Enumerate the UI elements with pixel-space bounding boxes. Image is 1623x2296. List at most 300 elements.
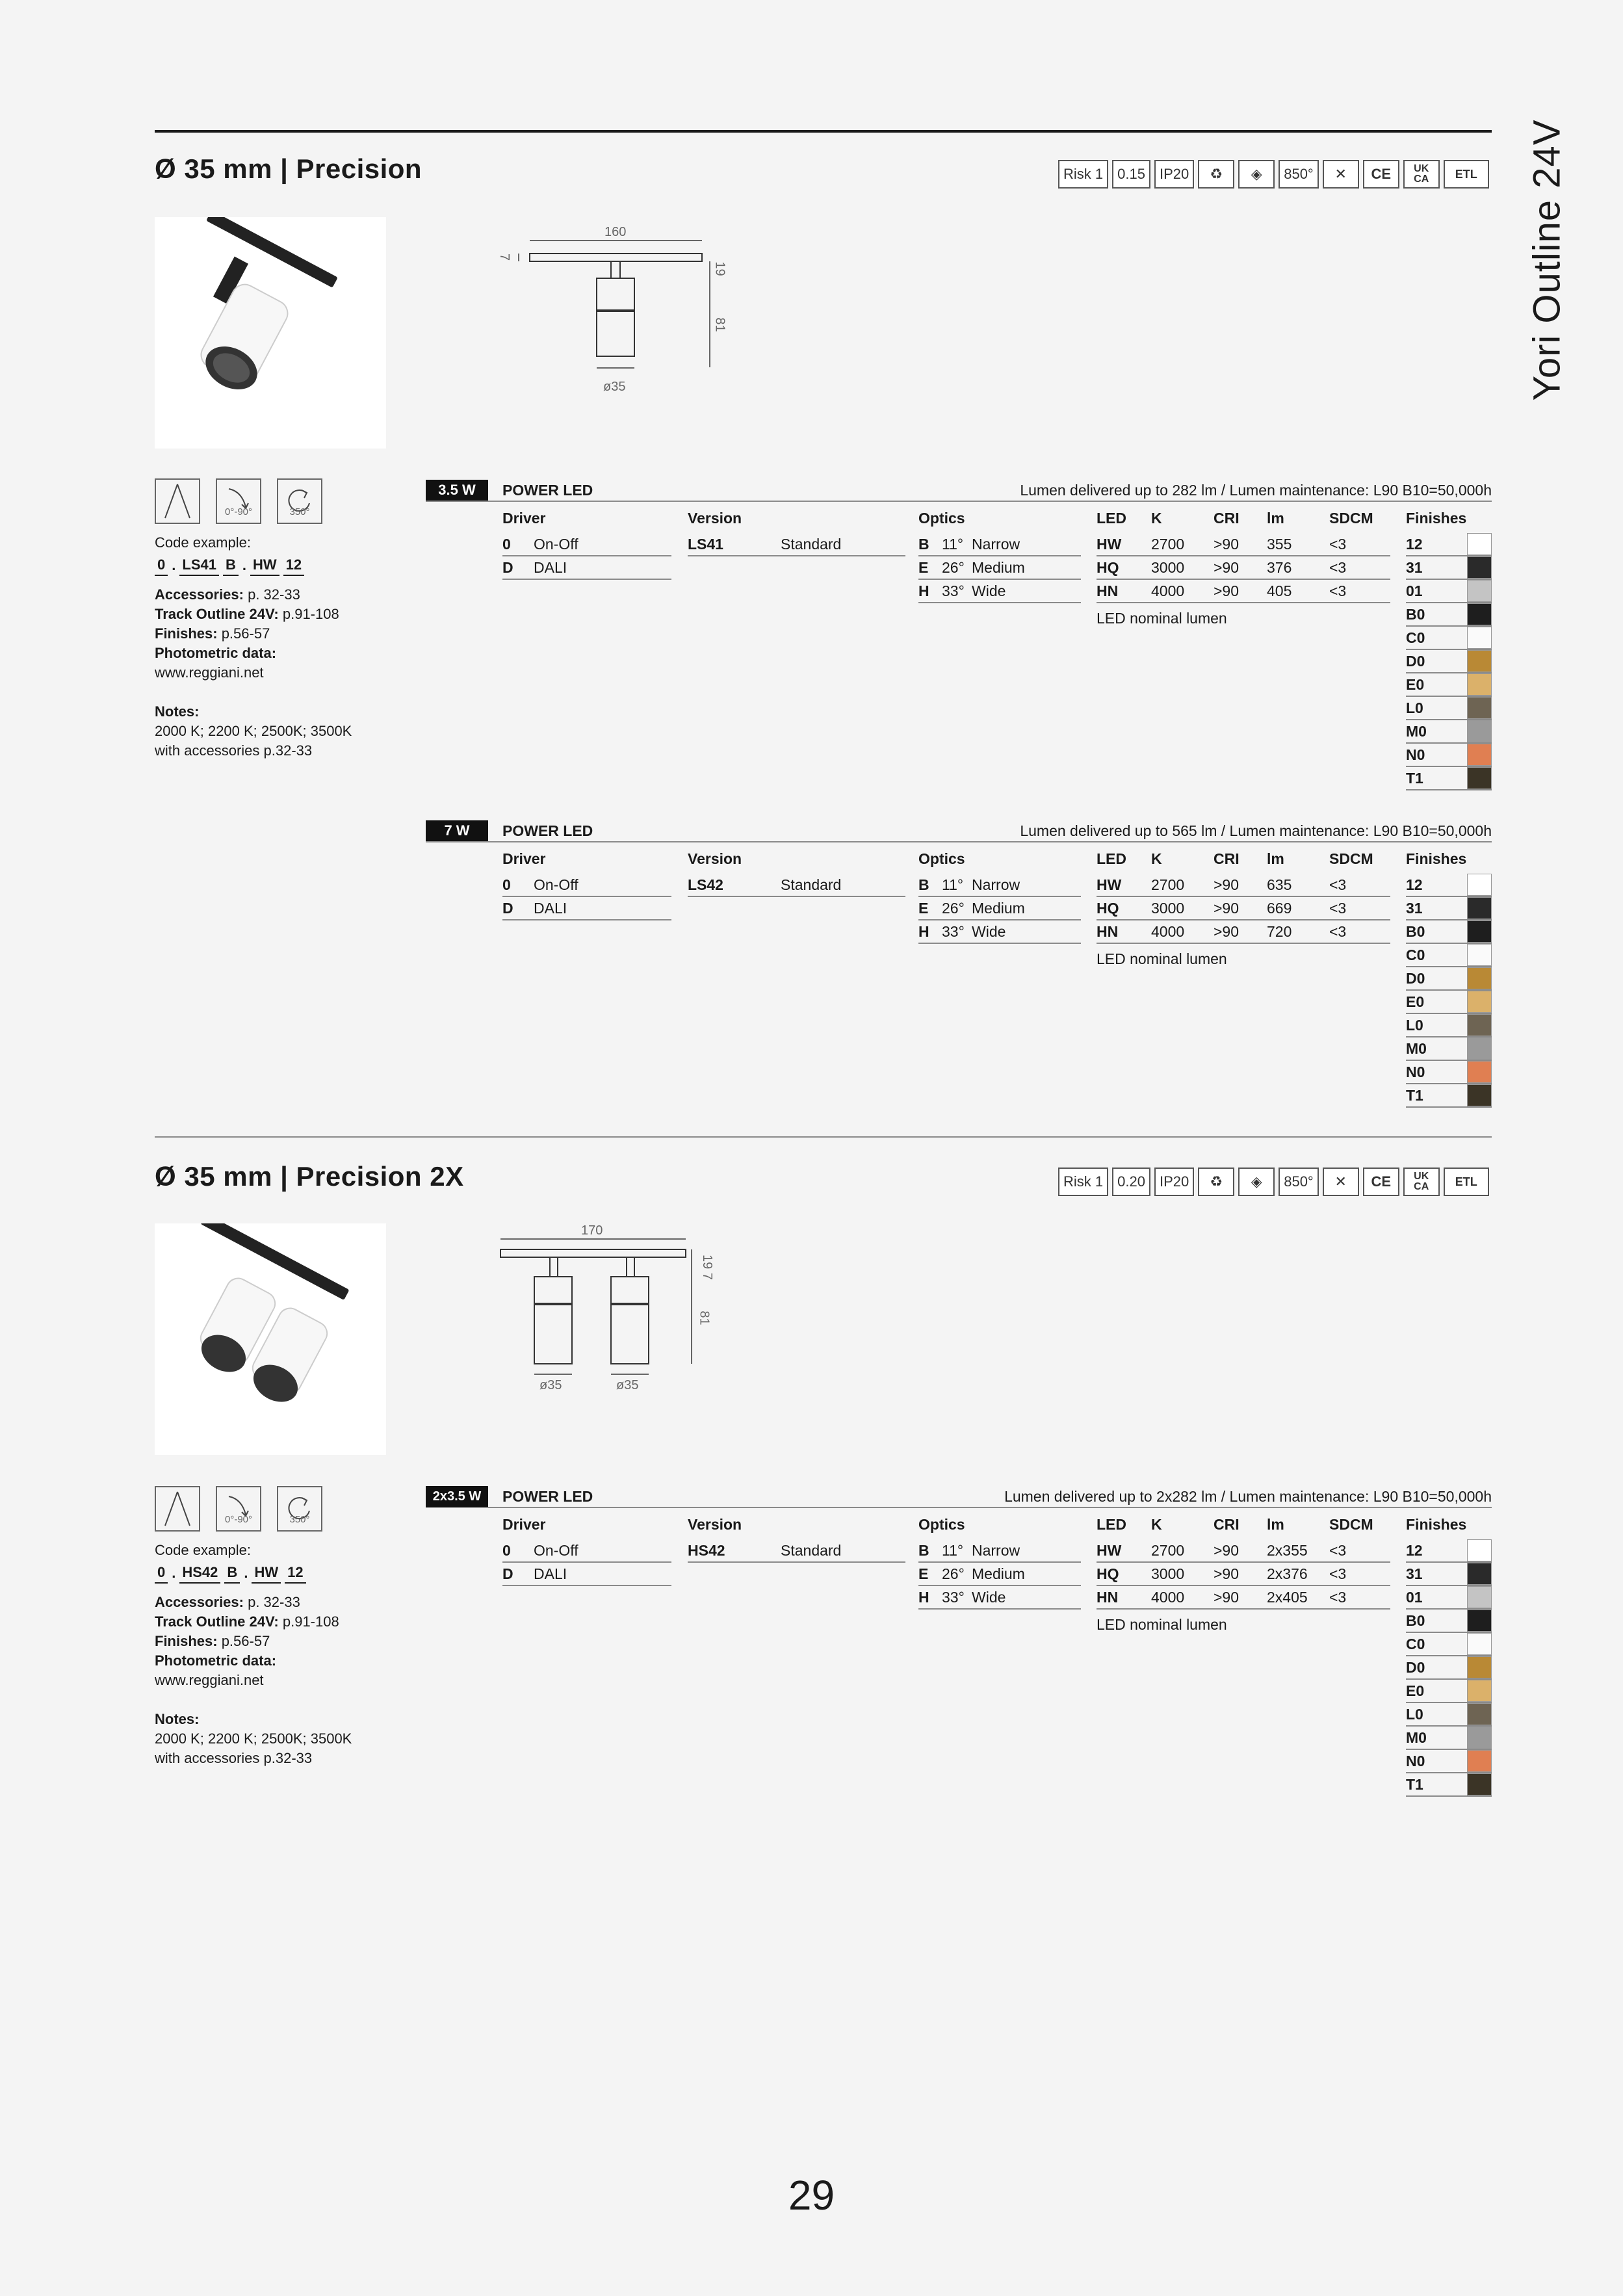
finish-code: 31 — [1406, 558, 1423, 576]
optics-name: Wide — [972, 922, 1006, 940]
driver-row — [502, 533, 671, 556]
led-code: HW — [1097, 876, 1122, 893]
led-lm: 2x405 — [1267, 1588, 1308, 1606]
driver-code: 0 — [502, 535, 511, 553]
version-name: Standard — [781, 876, 842, 893]
version-row — [688, 533, 905, 556]
optics-column — [918, 850, 1081, 944]
driver-name: DALI — [534, 1565, 567, 1582]
driver-row — [502, 1539, 671, 1563]
led-note: LED nominal lumen — [1097, 950, 1227, 967]
finish-row — [1406, 1727, 1492, 1750]
optics-angle: 33° — [942, 582, 965, 599]
led-sdcm: <3 — [1329, 899, 1347, 917]
led-lm: 355 — [1267, 535, 1292, 553]
finish-row — [1406, 1680, 1492, 1703]
finish-row — [1406, 1703, 1492, 1727]
finish-swatch — [1467, 603, 1492, 625]
finish-code: N0 — [1406, 1752, 1425, 1769]
finish-swatch — [1467, 627, 1492, 649]
finish-swatch — [1467, 1703, 1492, 1725]
cert-row-2 — [1058, 1168, 1489, 1196]
optics-angle: 11° — [942, 535, 964, 553]
finish-row — [1406, 1037, 1492, 1061]
led-k: 4000 — [1151, 922, 1185, 940]
optics-name: Medium — [972, 1565, 1025, 1582]
led-h: LED — [1097, 510, 1126, 527]
optics-name: Narrow — [972, 535, 1020, 553]
finish-swatch — [1467, 697, 1492, 719]
product-photo-2 — [155, 1223, 386, 1455]
optics-row — [918, 1539, 1081, 1563]
version-column — [688, 850, 905, 897]
led-cri: >90 — [1214, 1541, 1240, 1559]
led-sdcm: <3 — [1329, 582, 1347, 599]
optics-row — [918, 556, 1081, 580]
cert-row-1 — [1058, 160, 1489, 189]
driver-code: 0 — [502, 1541, 511, 1559]
led-row — [1097, 1563, 1390, 1586]
finish-row — [1406, 1750, 1492, 1773]
code-example: 0 . HS42 B . HW 12 — [155, 1563, 389, 1584]
code-example-label: Code example: — [155, 534, 251, 551]
dim-width: 170 — [581, 1223, 603, 1238]
optics-row — [918, 533, 1081, 556]
product-photo-1 — [155, 217, 386, 449]
led-sdcm: <3 — [1329, 876, 1347, 893]
finish-code: N0 — [1406, 746, 1425, 763]
finish-swatch — [1467, 1633, 1492, 1655]
code-example: 0 . LS41 B . HW 12 — [155, 555, 389, 576]
led-row — [1097, 897, 1390, 920]
wattage-badge: 7 W — [426, 820, 488, 841]
version-header: Version — [688, 850, 742, 867]
finish-swatch — [1467, 1727, 1492, 1749]
tilt-icon: 0°-90° — [216, 478, 261, 524]
finish-swatch — [1467, 944, 1492, 966]
sdcm-h: SDCM — [1329, 850, 1373, 867]
lm-h: lm — [1267, 510, 1284, 527]
optics-code: E — [918, 558, 929, 576]
optics-name: Medium — [972, 558, 1025, 576]
lm-h: lm — [1267, 850, 1284, 867]
weight-badge: 0.20 — [1112, 1168, 1150, 1196]
beam-icon — [155, 478, 200, 524]
finish-row — [1406, 1563, 1492, 1586]
etl-icon: ETL — [1444, 160, 1489, 189]
spec-title: POWER LED — [502, 1488, 593, 1505]
dim-diameter-2: ø35 — [616, 1378, 639, 1392]
finish-code: E0 — [1406, 993, 1425, 1010]
led-k: 2700 — [1151, 876, 1185, 893]
finish-row — [1406, 627, 1492, 650]
product-title-1: Ø 35 mm | Precision — [155, 153, 422, 184]
finish-row — [1406, 580, 1492, 603]
led-cri: >90 — [1214, 535, 1240, 553]
led-row — [1097, 874, 1390, 897]
product-title-2: Ø 35 mm | Precision 2X — [155, 1161, 464, 1192]
driver-row — [502, 897, 671, 920]
led-k: 4000 — [1151, 1588, 1185, 1606]
optics-name: Medium — [972, 899, 1025, 917]
version-row — [688, 874, 905, 897]
driver-name: On-Off — [534, 535, 578, 553]
led-code: HN — [1097, 582, 1119, 599]
finish-code: T1 — [1406, 769, 1423, 787]
wattage-badge: 2x3.5 W — [426, 1486, 488, 1507]
optics-row — [918, 580, 1081, 603]
led-k: 3000 — [1151, 1565, 1185, 1582]
led-sdcm: <3 — [1329, 535, 1347, 553]
led-row — [1097, 1539, 1390, 1563]
led-row — [1097, 533, 1390, 556]
finish-swatch — [1467, 991, 1492, 1013]
k-h: K — [1151, 850, 1162, 867]
finish-row — [1406, 1586, 1492, 1610]
finish-row — [1406, 673, 1492, 697]
page-number: 29 — [788, 2172, 835, 2219]
k-h: K — [1151, 510, 1162, 527]
finish-row — [1406, 920, 1492, 944]
optics-name: Wide — [972, 582, 1006, 599]
finish-code: 12 — [1406, 535, 1423, 553]
optics-row — [918, 1586, 1081, 1610]
version-code: LS41 — [688, 535, 723, 553]
version-header: Version — [688, 510, 742, 527]
finish-code: T1 — [1406, 1086, 1423, 1104]
no-covering-icon: ✕ — [1323, 160, 1359, 189]
led-lm: 635 — [1267, 876, 1292, 893]
led-cri: >90 — [1214, 558, 1240, 576]
led-cri: >90 — [1214, 1565, 1240, 1582]
tilt-icon: 0°-90° — [216, 1486, 261, 1532]
risk-badge: Risk 1 — [1058, 160, 1108, 189]
finish-row — [1406, 1084, 1492, 1108]
finish-code: E0 — [1406, 675, 1425, 693]
led-column — [1097, 1516, 1390, 1634]
led-header — [1097, 850, 1390, 874]
technical-drawing-1 — [494, 221, 754, 403]
led-lm: 720 — [1267, 922, 1292, 940]
finish-swatch — [1467, 673, 1492, 696]
side-title: Yori Outline 24V — [1526, 119, 1568, 401]
finish-row — [1406, 603, 1492, 627]
finish-code: 12 — [1406, 1541, 1423, 1559]
finish-row — [1406, 720, 1492, 744]
finish-row — [1406, 533, 1492, 556]
finishes-header: Finishes — [1406, 850, 1467, 867]
finish-row — [1406, 897, 1492, 920]
dim-width: 160 — [604, 225, 627, 239]
finish-swatch — [1467, 1610, 1492, 1632]
recycle-icon: ♻ — [1198, 1168, 1234, 1196]
finish-code: C0 — [1406, 629, 1425, 646]
spec-block-2x3-5w — [426, 1486, 1492, 1793]
finish-row — [1406, 556, 1492, 580]
dim-top: 19 7 — [699, 1255, 714, 1280]
finishes-column — [1406, 850, 1492, 1108]
finish-swatch — [1467, 1061, 1492, 1083]
finish-code: M0 — [1406, 1729, 1427, 1746]
beam-icon — [155, 1486, 200, 1532]
finish-swatch — [1467, 1037, 1492, 1060]
led-row — [1097, 580, 1390, 603]
finish-swatch — [1467, 556, 1492, 579]
rotate-icon: 350° — [277, 478, 322, 524]
glow-wire-badge: 850° — [1279, 1168, 1319, 1196]
led-h: LED — [1097, 850, 1126, 867]
finish-row — [1406, 874, 1492, 897]
sdcm-h: SDCM — [1329, 510, 1373, 527]
finish-swatch — [1467, 1563, 1492, 1585]
led-k: 4000 — [1151, 582, 1185, 599]
spec-header — [426, 1486, 1492, 1508]
finish-code: M0 — [1406, 722, 1427, 740]
finish-row — [1406, 650, 1492, 673]
led-lm: 376 — [1267, 558, 1292, 576]
optics-name: Narrow — [972, 876, 1020, 893]
led-header — [1097, 510, 1390, 533]
optics-code: E — [918, 1565, 929, 1582]
finish-code: E0 — [1406, 1682, 1425, 1699]
optics-column — [918, 510, 1081, 603]
version-code: HS42 — [688, 1541, 725, 1559]
optics-code: E — [918, 899, 929, 917]
finish-code: 31 — [1406, 1565, 1423, 1582]
driver-header: Driver — [502, 1516, 546, 1533]
ce-icon: CE — [1363, 160, 1399, 189]
optics-angle: 33° — [942, 922, 965, 940]
optics-row — [918, 920, 1081, 944]
led-k: 2700 — [1151, 1541, 1185, 1559]
version-column — [688, 1516, 905, 1563]
finish-code: 01 — [1406, 1588, 1423, 1606]
led-sdcm: <3 — [1329, 1541, 1347, 1559]
finish-code: D0 — [1406, 969, 1425, 987]
finish-swatch — [1467, 1084, 1492, 1106]
led-cri: >90 — [1214, 876, 1240, 893]
led-row — [1097, 556, 1390, 580]
finish-row — [1406, 1773, 1492, 1797]
led-column — [1097, 510, 1390, 627]
finish-swatch — [1467, 874, 1492, 896]
driver-name: DALI — [534, 899, 567, 917]
finishes-column — [1406, 510, 1492, 790]
rotate-icon: 350° — [277, 1486, 322, 1532]
finish-row — [1406, 1061, 1492, 1084]
led-code: HQ — [1097, 1565, 1119, 1582]
led-lm: 2x355 — [1267, 1541, 1308, 1559]
finish-swatch — [1467, 920, 1492, 943]
optics-angle: 11° — [942, 876, 964, 893]
section-rule — [155, 1136, 1492, 1138]
led-cri: >90 — [1214, 582, 1240, 599]
finish-row — [1406, 697, 1492, 720]
dim-diameter: ø35 — [603, 380, 626, 394]
led-lm: 405 — [1267, 582, 1292, 599]
led-h: LED — [1097, 1516, 1126, 1533]
led-cri: >90 — [1214, 899, 1240, 917]
finish-row — [1406, 991, 1492, 1014]
driver-name: On-Off — [534, 1541, 578, 1559]
no-covering-icon: ✕ — [1323, 1168, 1359, 1196]
finish-row — [1406, 1633, 1492, 1656]
spec-block-3-5w — [426, 480, 1492, 787]
website-link[interactable]: www.reggiani.net — [155, 664, 264, 681]
dim-stem: 19 — [712, 261, 727, 276]
led-note: LED nominal lumen — [1097, 1616, 1227, 1633]
spec-header — [426, 480, 1492, 502]
optics-row — [918, 874, 1081, 897]
led-note: LED nominal lumen — [1097, 610, 1227, 627]
optics-angle: 11° — [942, 1541, 964, 1559]
version-header: Version — [688, 1516, 742, 1533]
led-sdcm: <3 — [1329, 922, 1347, 940]
driver-name: On-Off — [534, 876, 578, 893]
dim-body: 81 — [712, 317, 727, 332]
code-example-label: Code example: — [155, 1542, 251, 1558]
version-column — [688, 510, 905, 556]
led-column — [1097, 850, 1390, 968]
finish-code: L0 — [1406, 699, 1423, 716]
lm-h: lm — [1267, 1516, 1284, 1533]
ukca-icon: UK CA — [1403, 160, 1440, 189]
led-k: 2700 — [1151, 535, 1185, 553]
finish-swatch — [1467, 720, 1492, 742]
finish-code: D0 — [1406, 652, 1425, 670]
finish-row — [1406, 1610, 1492, 1633]
ukca-icon: UK CA — [1403, 1168, 1440, 1196]
optics-angle: 26° — [942, 1565, 965, 1582]
spec-title: POWER LED — [502, 822, 593, 839]
finish-code: B0 — [1406, 922, 1425, 940]
optics-column — [918, 1516, 1081, 1610]
cri-h: CRI — [1214, 1516, 1240, 1533]
led-sdcm: <3 — [1329, 558, 1347, 576]
led-code: HN — [1097, 922, 1119, 940]
k-h: K — [1151, 1516, 1162, 1533]
driver-row — [502, 556, 671, 580]
class-iii-icon: ◈ — [1238, 160, 1275, 189]
led-code: HQ — [1097, 558, 1119, 576]
led-code: HN — [1097, 1588, 1119, 1606]
optics-angle: 26° — [942, 558, 965, 576]
spec-title: POWER LED — [502, 482, 593, 499]
lumen-info: Lumen delivered up to 282 lm / Lumen maintenance: L90 B10=50,000h — [1020, 482, 1492, 499]
etl-icon: ETL — [1444, 1168, 1489, 1196]
finish-row — [1406, 967, 1492, 991]
led-sdcm: <3 — [1329, 1588, 1347, 1606]
optics-code: B — [918, 876, 929, 893]
driver-header: Driver — [502, 510, 546, 527]
finish-code: B0 — [1406, 1611, 1425, 1629]
optics-name: Wide — [972, 1588, 1006, 1606]
finish-swatch — [1467, 1656, 1492, 1678]
finishes-header: Finishes — [1406, 510, 1467, 527]
recycle-icon: ♻ — [1198, 160, 1234, 189]
finish-code: B0 — [1406, 605, 1425, 623]
finish-swatch — [1467, 580, 1492, 602]
top-rule — [155, 130, 1492, 133]
finish-row — [1406, 944, 1492, 967]
product-info-1: 0°-90° 350° Code example: 0 . LS41 B . HW 12 Accessories: p. 32-33 Track Outline 24V: p.91-108 Finishes: p.56-57 Photometric data: www.reggiani.net Notes: 2000 K; 2200 K; 2500K; 3500K with accessories p.32-33 — [155, 478, 389, 761]
driver-code: D — [502, 1565, 513, 1582]
finish-swatch — [1467, 1014, 1492, 1036]
dim-diameter-1: ø35 — [539, 1378, 562, 1392]
finish-row — [1406, 1014, 1492, 1037]
finish-swatch — [1467, 650, 1492, 672]
optics-code: H — [918, 582, 929, 599]
finish-code: 01 — [1406, 582, 1423, 599]
website-link[interactable]: www.reggiani.net — [155, 1672, 264, 1688]
finish-swatch — [1467, 1750, 1492, 1772]
optics-header: Optics — [918, 510, 965, 527]
version-code: LS42 — [688, 876, 723, 893]
optics-code: H — [918, 1588, 929, 1606]
driver-code: D — [502, 558, 513, 576]
finish-swatch — [1467, 967, 1492, 989]
spec-block-7w — [426, 820, 1492, 1104]
finish-swatch — [1467, 767, 1492, 789]
finish-swatch — [1467, 1680, 1492, 1702]
version-name: Standard — [781, 535, 842, 553]
wattage-badge: 3.5 W — [426, 480, 488, 501]
finish-row — [1406, 767, 1492, 790]
led-code: HW — [1097, 1541, 1122, 1559]
optics-row — [918, 1563, 1081, 1586]
led-lm: 2x376 — [1267, 1565, 1308, 1582]
finish-code: M0 — [1406, 1039, 1427, 1057]
lumen-info: Lumen delivered up to 2x282 lm / Lumen maintenance: L90 B10=50,000h — [1004, 1488, 1492, 1505]
optics-header: Optics — [918, 850, 965, 867]
lumen-info: Lumen delivered up to 565 lm / Lumen maintenance: L90 B10=50,000h — [1020, 822, 1492, 839]
finish-code: C0 — [1406, 946, 1425, 963]
driver-code: D — [502, 899, 513, 917]
finish-swatch — [1467, 1773, 1492, 1795]
finish-row — [1406, 1656, 1492, 1680]
ip-badge: IP20 — [1154, 160, 1194, 189]
driver-row — [502, 874, 671, 897]
driver-code: 0 — [502, 876, 511, 893]
product-info-2: 0°-90° 350° Code example: 0 . HS42 B . HW 12 Accessories: p. 32-33 Track Outline 24V: p.91-108 Finishes: p.56-57 Photometric data: www.reggiani.net Notes: 2000 K; 2200 K; 2500K; 3500K with accessories p.32-33 — [155, 1486, 389, 1768]
finish-swatch — [1467, 744, 1492, 766]
optics-name: Narrow — [972, 1541, 1020, 1559]
risk-badge: Risk 1 — [1058, 1168, 1108, 1196]
technical-drawing-2 — [494, 1220, 754, 1402]
optics-angle: 26° — [942, 899, 965, 917]
ce-icon: CE — [1363, 1168, 1399, 1196]
optics-code: H — [918, 922, 929, 940]
optics-code: B — [918, 535, 929, 553]
led-k: 3000 — [1151, 899, 1185, 917]
driver-column — [502, 510, 671, 580]
optics-code: B — [918, 1541, 929, 1559]
version-name: Standard — [781, 1541, 842, 1559]
led-cri: >90 — [1214, 1588, 1240, 1606]
led-sdcm: <3 — [1329, 1565, 1347, 1582]
class-iii-icon: ◈ — [1238, 1168, 1275, 1196]
driver-name: DALI — [534, 558, 567, 576]
led-code: HQ — [1097, 899, 1119, 917]
finish-code: N0 — [1406, 1063, 1425, 1080]
led-code: HW — [1097, 535, 1122, 553]
led-row — [1097, 1586, 1390, 1610]
led-header — [1097, 1516, 1390, 1539]
finish-code: C0 — [1406, 1635, 1425, 1652]
finish-swatch — [1467, 533, 1492, 555]
finishes-header: Finishes — [1406, 1516, 1467, 1533]
finish-code: 12 — [1406, 876, 1423, 893]
